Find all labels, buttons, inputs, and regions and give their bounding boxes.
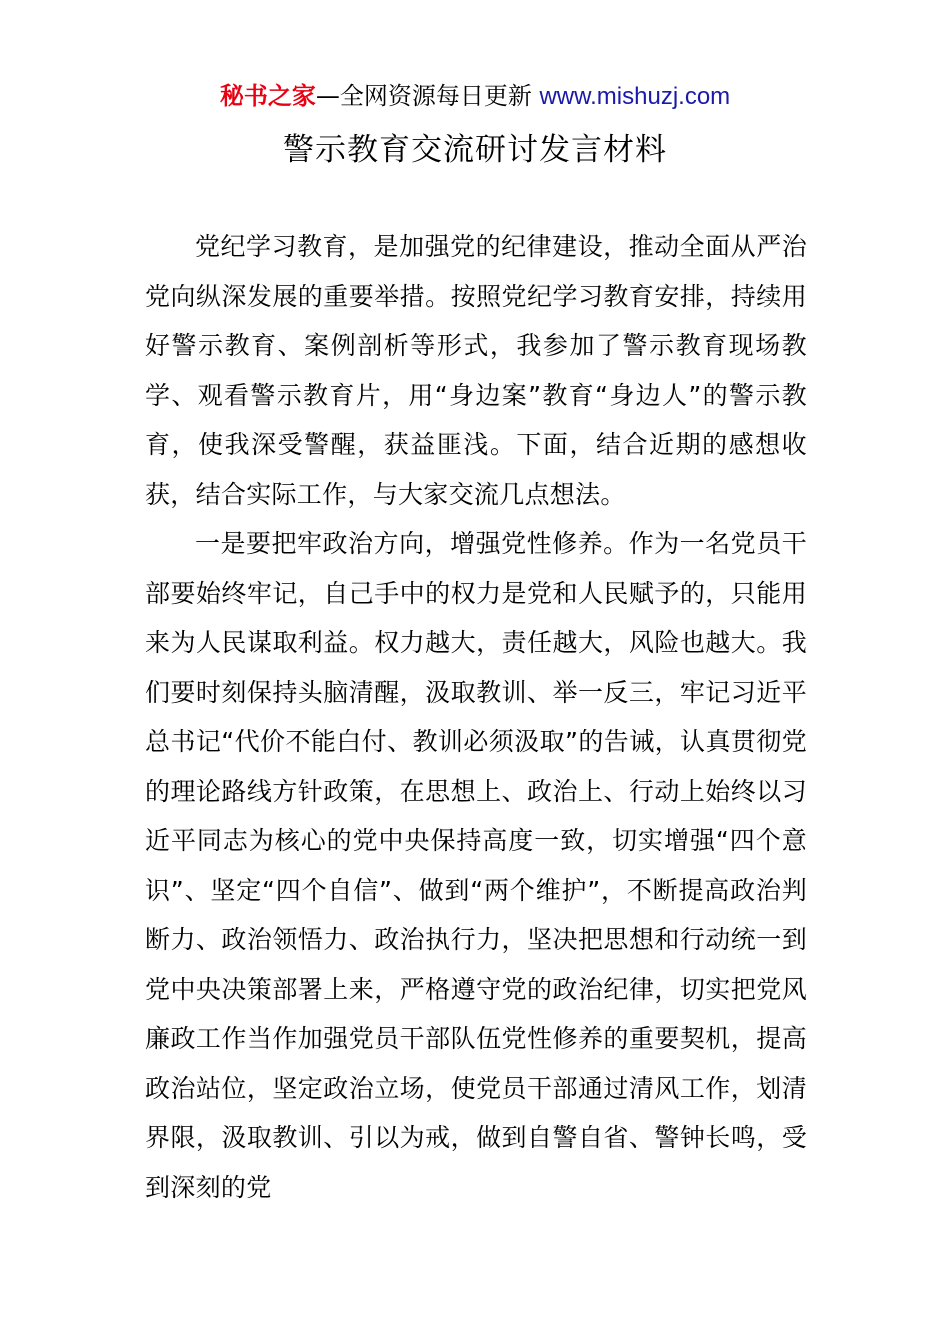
header-tagline: —全网资源每日更新 [315, 82, 532, 110]
document-body [145, 222, 807, 1212]
brand-name: 秘书之家 [219, 82, 316, 110]
paragraph-intro: 党纪学习教育，是加强党的纪律建设，推动全面从严治党向纵深发展的重要举措。按照党纪学习教育安排，持续用好警示教育、案例剖析等形式，我参加了警示教育现场教学、观看警示教育片，用“身边案”教育“身边人”的警示教育，使我深受警醒，获益匪浅。下面，结合近期的感想收获，结合实际工作，与大家交流几点想法。 [145, 232, 807, 509]
document-title: 警示教育交流研讨发言材料 [283, 132, 667, 168]
site-url-link[interactable]: www.mishuzj.com [539, 83, 731, 110]
paragraph-point-one: 一是要把牢政治方向，增强党性修养。作为一名党员干部要始终牢记，自己手中的权力是党和人民赋予的，只能用来为人民谋取利益。权力越大，责任越大，风险也越大。我们要时刻保持头脑清醒，汲取教训、举一反三，牢记习近平总书记“代价不能白付、教训必须汲取”的告诫，认真贯彻党的理论路线方针政策，在思想上、政治上、行动上始终以习近平同志为核心的党中央保持高度一致，切实增强“四个意识”、坚定“四个自信”、做到“两个维护”，不断提高政治判断力、政治领悟力、政治执行力，坚决把思想和行动统一到党中央决策部署上来，严格遵守党的政治纪律，切实把党风廉政工作当作加强党员干部队伍党性修养的重要契机，提高政治站位，坚定政治立场，使党员干部通过清风工作，划清界限，汲取教训、引以为戒，做到自警自省、警钟长鸣，受到深刻的党 [145, 529, 807, 1202]
site-header [0, 80, 950, 113]
